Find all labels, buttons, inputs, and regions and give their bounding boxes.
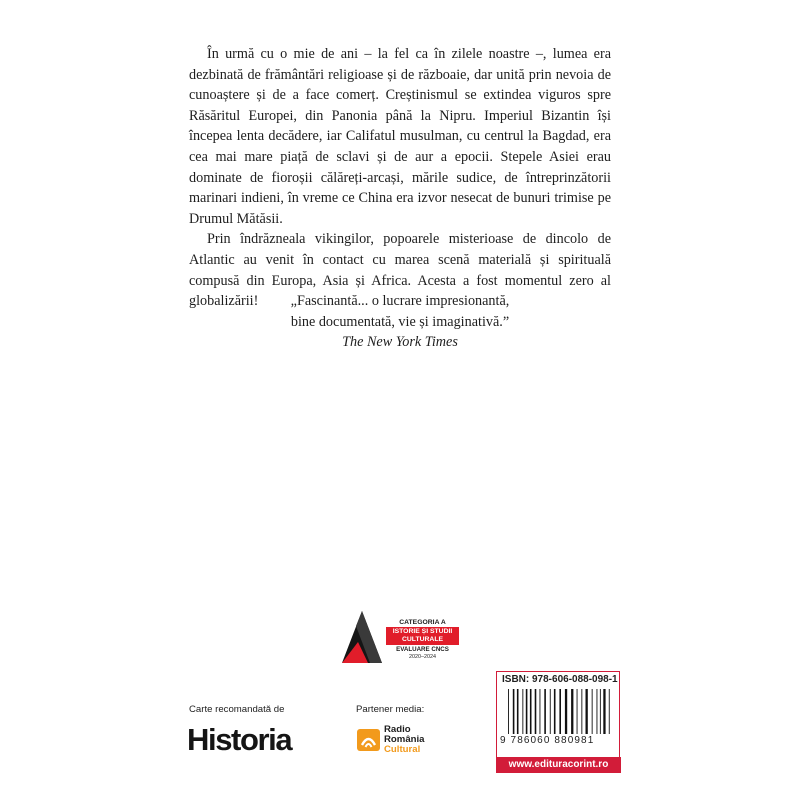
barcode-icon [507,689,611,734]
badge-category: CATEGORIA A [399,619,446,626]
badge-field: ISTORIE ȘI STUDII CULTURALE [386,627,459,645]
radio-name [384,725,425,755]
quote-line: „Fascinantă... o lucrare impresionantă, [290,293,510,309]
press-quote [250,291,550,353]
paragraph: În urmă cu o mie de ani – la fel ca în zilele noastre –, lumea era dezbinată de frământări religioase și de războaie, dar unită prin nevoia de cunoaștere și de a face comerț. Creștinismul se extindea viguros spre Răsăritul Europei, din Panonia până la Nipru. Imperiul Bizantin își începea lenta decădere, iar Califatul musulman, cu centrul la Bagdad, era cea mai mare piață de sclavi și de aur a epocii. Stepele Asiei erau dominate de fioroșii călăreți-arcași, mările sudice, de întreprinzătorii marinari indieni, în vreme ce China era izvor nesecat de bunuri trimise pe Drumul Mătăsii. [189,46,611,227]
badge-years: 2020–2024 [409,654,436,660]
radio-romania-cultural-logo [357,722,467,760]
barcode-digits: 9 786060 880981 [500,735,595,746]
radio-broadcast-icon [357,726,381,754]
radio-word: Cultural [384,744,421,755]
description-text [189,44,611,312]
media-partner-label: Partener media: [356,704,425,715]
historia-wordmark: Historia [187,722,292,757]
cncs-triangle-icon [341,606,383,666]
paragraph: Prin îndrăzneala vikingilor, popoarele misterioase de dincolo de Atlantic au venit în contact cu marea scenă materială și spirituală compusă din Europa, Asia și Africa. Acesta a fost momentul zero al globalizării! [189,231,611,310]
recommended-by-label: Carte recomandată de [189,704,285,715]
radio-word: Radio [384,724,411,735]
quote-line: bine documentată, vie și imaginativă.” [290,313,510,330]
radio-word: România [384,734,425,745]
isbn-barcode-panel [496,671,620,758]
quote-source: The New York Times [342,334,458,351]
isbn-number: ISBN: 978-606-088-098-1 [502,674,618,685]
badge-evaluation: EVALUARE CNCS [396,646,449,653]
cncs-category-badge [385,618,460,661]
publisher-website[interactable]: www.edituracorint.ro [496,757,621,773]
